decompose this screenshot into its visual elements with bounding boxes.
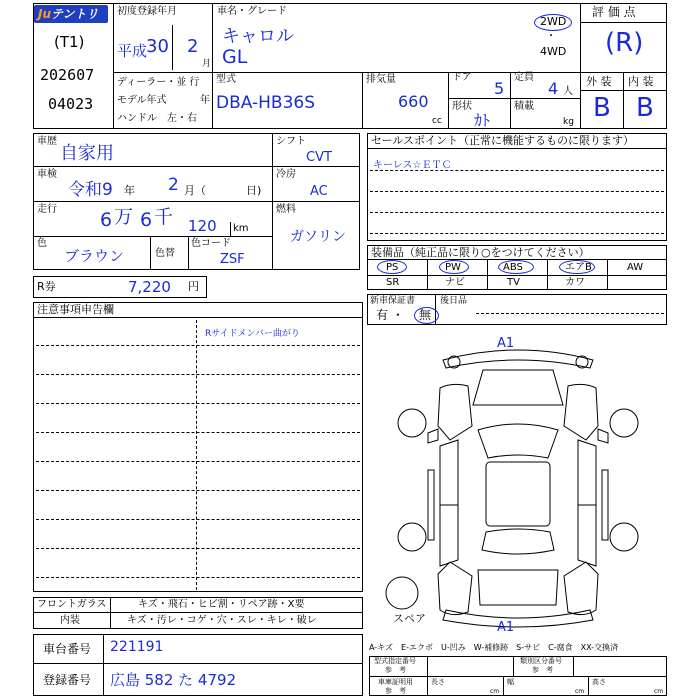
width-cm: cm [575,688,585,695]
man-unit: 万 [114,206,134,228]
history-label: 車歴 [37,136,57,147]
category-number-ref: 参 考 [532,666,553,674]
km-unit: km [233,223,249,234]
wheel-front-left [398,409,426,437]
length-label: 長さ [431,678,445,686]
rating-label: 評 価 点 [592,5,636,19]
capacity: 4 [548,79,559,98]
chassis-label: 車台番号 [43,642,92,656]
car-name-label: 車名・グレード [217,6,287,17]
displacement: 660 [398,92,429,111]
recycle-label: R券 [37,280,56,293]
fuel-value: ガソリン [290,229,346,245]
notes-label: 注意事項申告欄 [37,303,114,316]
ac-label: 冷房 [276,169,296,180]
kg-unit: kg [563,117,574,127]
color-change-label: 色替 [155,248,175,259]
first-reg-year: 30 [146,36,169,57]
capacity-unit: 人 [563,86,573,97]
inspection-year-unit: 年 [124,184,135,197]
chassis-number: 221191 [110,639,164,655]
front-damage-mark: A1 [497,336,515,351]
car-damage-diagram [368,330,668,636]
history-value: 自家用 [60,143,114,164]
registration-number: 広島 582 た 4792 [110,671,237,689]
drive-2wd: 2WD [540,15,567,28]
auction-number-2: 04023 [48,95,94,113]
handle-label: ハンドル 左・右 [117,113,197,124]
right-mirror [598,429,608,443]
sales-points-section [367,133,667,241]
equipment-label: 装備品（純正品に限り○をつけてください） [371,246,590,259]
equip-leather: カワ [565,277,585,288]
shift-value: CVT [306,150,332,165]
color-code-label: 色コード [191,238,231,249]
category-number-label: 類別区分番号 [520,657,562,665]
sales-points-label: セールスポイント（正常に機能するものに限ります） [371,134,635,147]
door-label: ドア [452,72,472,83]
month-unit: 月 [202,59,212,69]
mileage-sen: 6 [140,209,153,231]
lot-code: (T1) [54,33,85,51]
color-value: ブラウン [64,247,125,265]
left-rocker [428,470,434,540]
drive-dot: ・ [546,31,556,42]
rear-damage-mark: A1 [497,620,515,635]
width-label: 幅 [507,678,514,686]
body-shape: ｶﾄ [474,111,491,130]
spare-tire [386,577,418,609]
interior-grade: B [636,93,654,123]
inspection-month: 2 [168,175,179,195]
left-rear-fender [438,562,472,615]
mileage-hundred: 120 [188,217,217,235]
color-label: 色 [37,238,47,249]
type-label: 型式 [216,74,236,85]
registration-label: 登録番号 [43,673,92,687]
interior-cond-label: 内装 [60,615,80,626]
wheel-rear-left [398,523,426,551]
later-items-label: 後日品 [440,296,468,306]
recycle-fee-box [33,276,207,298]
recycle-value: 7,220 [128,278,171,296]
exterior-grade: B [593,93,611,123]
warranty-options: 有 ・ [376,308,404,322]
height-cm: cm [654,688,664,695]
roof [486,462,550,526]
ac-value: AC [310,184,328,199]
recycle-unit: 円 [188,280,199,293]
first-reg-month: 2 [187,36,199,57]
model-code: DBA-HB36S [216,93,316,113]
capacity-label: 定員 [514,72,534,83]
sen-unit: 千 [154,206,174,228]
equip-abs: ABS [503,262,523,273]
first-reg-era: 平成 [117,42,148,60]
model-year-label: モデル年式 [117,95,167,106]
front-glass-label: フロントガラス [37,599,107,610]
equip-aw: AW [627,262,644,273]
interior-cond-items: キズ・汚レ・コゲ・穴・スレ・キレ・破レ [127,615,317,626]
drive-4wd: 4WD [540,45,567,58]
right-front-fender [564,384,598,440]
color-code: ZSF [220,252,245,267]
left-mirror [428,429,438,443]
year-unit-label: 年 [200,95,210,106]
length-cm: cm [490,688,500,695]
wheel-rear-right [610,523,638,551]
height-label: 高さ [592,678,606,686]
equip-airbag: エアB [565,262,592,273]
inspection-era: 令和9 [68,180,113,200]
right-rear-fender [564,562,598,615]
inspection-day-unit: 日) [246,184,262,197]
hood [473,370,563,405]
front-glass-items: キズ・飛石・ヒビ割・リペア跡・X要 [138,599,305,610]
mileage-man: 6 [100,209,113,231]
equip-ps: PS [386,262,399,273]
spare-label: スペア [393,612,426,625]
load-label: 積載 [514,101,534,112]
right-rocker [602,470,608,540]
windshield [478,424,558,458]
fuel-label: 燃料 [276,204,296,215]
shape-label: 形状 [452,101,472,112]
auction-number-1: 202607 [40,66,95,84]
shift-label: シフト [276,136,306,147]
displacement-label: 排気量 [366,74,396,85]
wheel-front-right [610,409,638,437]
warranty-label: 新車保証書 [370,296,416,306]
note-line: Rサイドメンバー曲がり [205,329,300,339]
left-front-fender [438,384,472,440]
mileage-label: 走行 [37,204,57,215]
equip-navi: ナビ [445,277,465,288]
equip-sr: SR [386,277,400,288]
rating-score: (R) [605,28,644,58]
cert-ref: 参 考 [385,687,406,695]
interior-label: 内 装 [628,75,654,88]
rear-window [482,529,554,554]
inspection-month-unit: 月（ [184,184,206,197]
left-side-body [440,440,458,566]
equip-tv: TV [507,277,520,288]
sales-point-item: キーレス☆ＥＴＣ [373,160,452,171]
trunk [478,570,558,605]
car-name: キャロル [222,26,294,47]
dealer-label: ディーラー・並 行 [117,77,200,88]
inspection-label: 車検 [37,169,57,180]
front-bumper [443,350,593,368]
right-side-body [578,440,596,566]
type-designation-ref: 参 考 [385,666,406,674]
equip-pw: PW [445,262,461,273]
warranty-selected: 無 [419,308,432,322]
company-logo: Juテントリ [34,5,108,23]
first-reg-label: 初度登録年月 [117,6,177,17]
exterior-label: 外 装 [586,75,612,88]
damage-legend: A-キズ E-エクボ U-凹み W-補修跡 S-サビ C-腐食 XX-交換済 [369,643,619,652]
doors: 5 [494,79,505,98]
cc-unit: cc [432,116,442,126]
type-designation-label: 型式指定番号 [374,657,416,665]
cert-label: 車庫証明用 [378,678,413,686]
car-grade: GL [222,46,248,68]
